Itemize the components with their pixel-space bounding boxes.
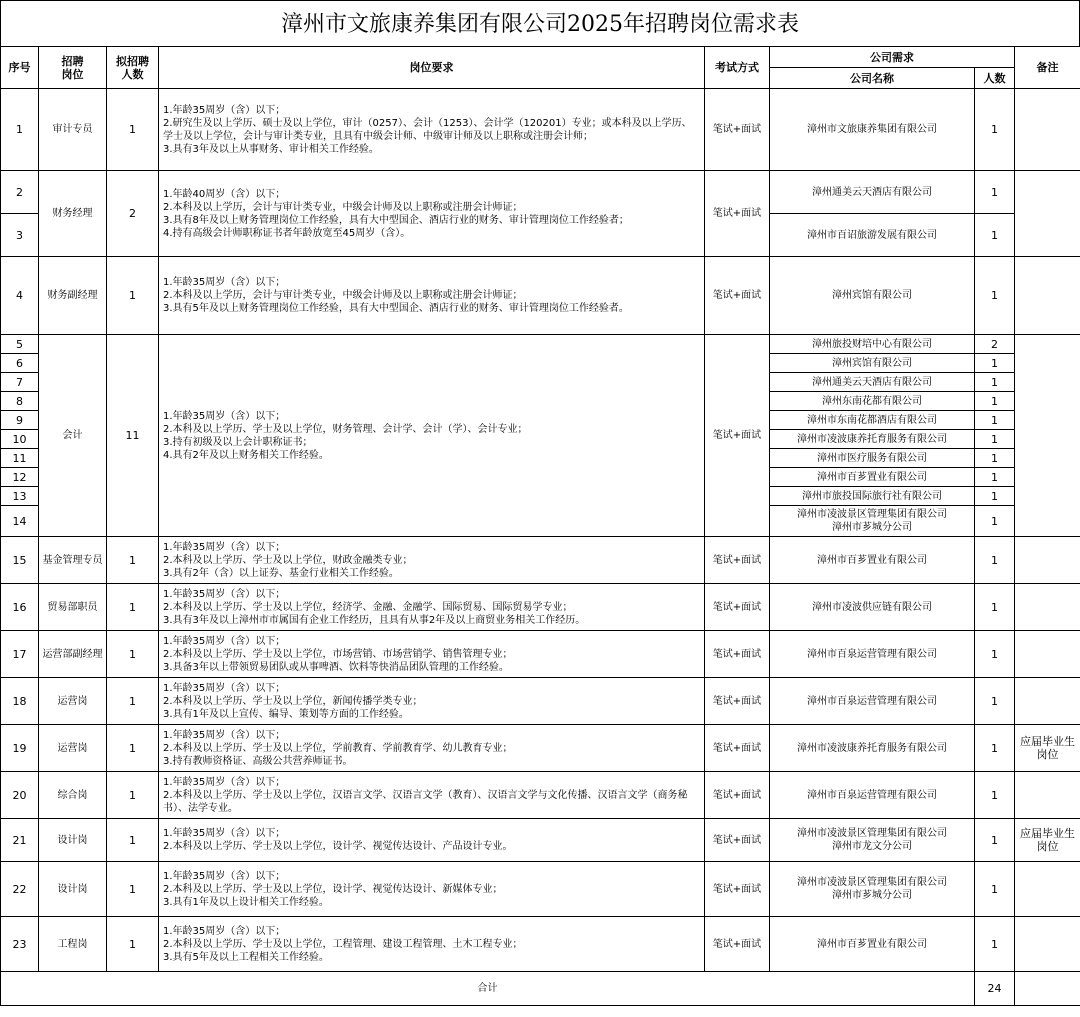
position-cell: 财务经理	[39, 171, 107, 257]
position-cell: 财务副经理	[39, 257, 107, 335]
headcount-cell: 1	[975, 537, 1015, 584]
seq-cell: 19	[1, 725, 39, 772]
headcount-cell: 1	[975, 819, 1015, 862]
headcount-cell: 1	[975, 468, 1015, 487]
requirements-cell: 1.年龄35周岁（含）以下； 2.本科及以上学历、学士及以上学位，市场营销、市场营销学、销售管理专业； 3.具备3年以上带领贸易团队或从事啤酒、饮料等快消品团队管理的工作经验。	[159, 631, 705, 678]
seq-cell: 22	[1, 862, 39, 917]
seq-cell: 9	[1, 411, 39, 430]
headcount-cell: 1	[975, 171, 1015, 214]
headcount-cell: 1	[975, 631, 1015, 678]
seq-cell: 13	[1, 487, 39, 506]
remark-cell	[1015, 917, 1080, 972]
seq-cell: 4	[1, 257, 39, 335]
header-company-name: 公司名称	[770, 68, 975, 89]
headcount-cell: 2	[975, 335, 1015, 354]
headcount-cell: 1	[975, 257, 1015, 335]
requirements-cell: 1.年龄35周岁（含）以下； 2.本科及以上学历、学士及以上学位，汉语言文学、汉语言文学（教育）、汉语言文学与文化传播、汉语言文学（商务秘书）、法学专业。	[159, 772, 705, 819]
exam-cell: 笔试+面试	[705, 725, 770, 772]
exam-cell: 笔试+面试	[705, 772, 770, 819]
header-remark: 备注	[1015, 47, 1080, 89]
exam-cell: 笔试+面试	[705, 631, 770, 678]
headcount-cell: 1	[975, 430, 1015, 449]
count-cell: 1	[107, 89, 159, 171]
seq-cell: 2	[1, 171, 39, 214]
company-cell: 漳州市东南花都酒店有限公司	[770, 411, 975, 430]
exam-cell: 笔试+面试	[705, 335, 770, 537]
table-row	[1, 537, 1080, 584]
table-row	[1, 335, 1080, 354]
count-cell: 11	[107, 335, 159, 537]
company-cell: 漳州宾馆有限公司	[770, 257, 975, 335]
company-cell: 漳州市旅投国际旅行社有限公司	[770, 487, 975, 506]
requirements-cell: 1.年龄35周岁（含）以下； 2.本科及以上学历、学士及以上学位，新闻传播学类专业； 3.具有1年及以上宣传、编导、策划等方面的工作经验。	[159, 678, 705, 725]
headcount-cell: 1	[975, 862, 1015, 917]
requirements-cell: 1.年龄35周岁（含）以下； 2.本科及以上学历、学士及以上学位，工程管理、建设工程管理、土木工程专业； 3.具有5年及以上工程相关工作经验。	[159, 917, 705, 972]
header-exam: 考试方式	[705, 47, 770, 89]
header-seq: 序号	[1, 47, 39, 89]
seq-cell: 11	[1, 449, 39, 468]
seq-cell: 20	[1, 772, 39, 819]
company-cell: 漳州市百泉运营管理有限公司	[770, 772, 975, 819]
company-cell: 漳州市百泉运营管理有限公司	[770, 678, 975, 725]
table-row	[1, 257, 1080, 335]
table-row	[1, 819, 1080, 862]
remark-cell	[1015, 89, 1080, 171]
table-row	[1, 862, 1080, 917]
total-remark	[1015, 972, 1080, 1006]
headcount-cell: 1	[975, 392, 1015, 411]
company-cell: 漳州市凌波供应链有限公司	[770, 584, 975, 631]
remark-cell	[1015, 537, 1080, 584]
headcount-cell: 1	[975, 411, 1015, 430]
seq-cell: 7	[1, 373, 39, 392]
requirements-cell: 1.年龄35周岁（含）以下； 2.本科及以上学历、学士及以上学位，设计学、视觉传达设计、产品设计专业。	[159, 819, 705, 862]
requirements-cell: 1.年龄35周岁（含）以下； 2.本科及以上学历、学士及以上学位，经济学、金融、金融学、国际贸易、国际贸易学专业； 3.具有3年及以上漳州市市属国有企业工作经历，且具有从事2年及以上商贸业务相关工作经历。	[159, 584, 705, 631]
count-cell: 1	[107, 725, 159, 772]
company-cell: 漳州市百诏旅游发展有限公司	[770, 214, 975, 257]
remark-cell	[1015, 772, 1080, 819]
header-count: 拟招聘 人数	[107, 47, 159, 89]
remark-cell	[1015, 171, 1080, 257]
seq-cell: 23	[1, 917, 39, 972]
company-cell: 漳州市凌波康养托育服务有限公司	[770, 430, 975, 449]
company-cell: 漳州宾馆有限公司	[770, 354, 975, 373]
exam-cell: 笔试+面试	[705, 89, 770, 171]
count-cell: 1	[107, 678, 159, 725]
count-cell: 1	[107, 257, 159, 335]
exam-cell: 笔试+面试	[705, 537, 770, 584]
company-cell: 漳州市凌波景区管理集团有限公司 漳州市芗城分公司	[770, 506, 975, 537]
seq-cell: 14	[1, 506, 39, 537]
position-cell: 运营岗	[39, 725, 107, 772]
count-cell: 1	[107, 537, 159, 584]
table-row	[1, 725, 1080, 772]
position-cell: 基金管理专员	[39, 537, 107, 584]
remark-cell: 应届毕业生岗位	[1015, 725, 1080, 772]
count-cell: 2	[107, 171, 159, 257]
headcount-cell: 1	[975, 487, 1015, 506]
position-cell: 会计	[39, 335, 107, 537]
position-cell: 审计专员	[39, 89, 107, 171]
company-cell: 漳州东南花都有限公司	[770, 392, 975, 411]
exam-cell: 笔试+面试	[705, 678, 770, 725]
seq-cell: 17	[1, 631, 39, 678]
company-cell: 漳州旅投财培中心有限公司	[770, 335, 975, 354]
headcount-cell: 1	[975, 449, 1015, 468]
table-row	[1, 678, 1080, 725]
header-company-demand: 公司需求	[770, 47, 1015, 68]
company-cell: 漳州市百泉运营管理有限公司	[770, 631, 975, 678]
remark-cell: 应届毕业生岗位	[1015, 819, 1080, 862]
page-title: 漳州市文旅康养集团有限公司2025年招聘岗位需求表	[0, 0, 1080, 46]
table-row	[1, 917, 1080, 972]
table-row	[1, 584, 1080, 631]
company-cell: 漳州市百芗置业有限公司	[770, 917, 975, 972]
requirements-cell: 1.年龄35周岁（含）以下； 2.研究生及以上学历、硕士及以上学位，审计（0257）、会计（1253）、会计学（120201）专业；或本科及以上学历、学士及以上学位，会计与审计类专业，且具有中级会计师、中级审计师及以上职称或注册会计师； 3.具有3年及以上从事财务、审计相关工作经验。	[159, 89, 705, 171]
headcount-cell: 1	[975, 772, 1015, 819]
company-cell: 漳州市百芗置业有限公司	[770, 468, 975, 487]
requirements-cell: 1.年龄35周岁（含）以下； 2.本科及以上学历、学士及以上学位，财务管理、会计学、会计（学）、会计专业； 3.持有初级及以上会计职称证书； 4.具有2年及以上财务相关工作经验。	[159, 335, 705, 537]
company-cell: 漳州市凌波景区管理集团有限公司 漳州市芗城分公司	[770, 862, 975, 917]
seq-cell: 21	[1, 819, 39, 862]
exam-cell: 笔试+面试	[705, 862, 770, 917]
seq-cell: 10	[1, 430, 39, 449]
count-cell: 1	[107, 584, 159, 631]
company-cell: 漳州通美云天酒店有限公司	[770, 373, 975, 392]
count-cell: 1	[107, 917, 159, 972]
total-label: 合计	[1, 972, 975, 1006]
remark-cell	[1015, 862, 1080, 917]
header-headcount: 人数	[975, 68, 1015, 89]
remark-cell	[1015, 257, 1080, 335]
company-cell: 漳州市凌波景区管理集团有限公司 漳州市龙文分公司	[770, 819, 975, 862]
count-cell: 1	[107, 819, 159, 862]
company-cell: 漳州市医疗服务有限公司	[770, 449, 975, 468]
requirements-cell: 1.年龄35周岁（含）以下； 2.本科及以上学历、学士及以上学位，财政金融类专业； 3.具有2年（含）以上证券、基金行业相关工作经验。	[159, 537, 705, 584]
company-cell: 漳州通美云天酒店有限公司	[770, 171, 975, 214]
remark-cell	[1015, 335, 1080, 537]
seq-cell: 18	[1, 678, 39, 725]
company-cell: 漳州市文旅康养集团有限公司	[770, 89, 975, 171]
requirements-cell: 1.年龄35周岁（含）以下； 2.本科及以上学历、学士及以上学位，设计学、视觉传达设计、新媒体专业； 3.具有1年及以上设计相关工作经验。	[159, 862, 705, 917]
seq-cell: 8	[1, 392, 39, 411]
seq-cell: 6	[1, 354, 39, 373]
seq-cell: 3	[1, 214, 39, 257]
exam-cell: 笔试+面试	[705, 584, 770, 631]
position-cell: 设计岗	[39, 819, 107, 862]
recruitment-table	[0, 46, 1080, 1006]
position-cell: 贸易部职员	[39, 584, 107, 631]
position-cell: 运营岗	[39, 678, 107, 725]
table-row	[1, 631, 1080, 678]
count-cell: 1	[107, 631, 159, 678]
headcount-cell: 1	[975, 584, 1015, 631]
header-position: 招聘 岗位	[39, 47, 107, 89]
seq-cell: 15	[1, 537, 39, 584]
exam-cell: 笔试+面试	[705, 171, 770, 257]
seq-cell: 5	[1, 335, 39, 354]
headcount-cell: 1	[975, 506, 1015, 537]
table-row	[1, 89, 1080, 171]
position-cell: 综合岗	[39, 772, 107, 819]
headcount-cell: 1	[975, 89, 1015, 171]
headcount-cell: 1	[975, 678, 1015, 725]
seq-cell: 12	[1, 468, 39, 487]
requirements-cell: 1.年龄35周岁（含）以下； 2.本科及以上学历，会计与审计类专业，中级会计师及以上职称或注册会计师证； 3.具有5年及以上财务管理岗位工作经验，具有大中型国企、酒店行业的财务、审计管理岗位工作经验者。	[159, 257, 705, 335]
position-cell: 设计岗	[39, 862, 107, 917]
exam-cell: 笔试+面试	[705, 257, 770, 335]
total-value: 24	[975, 972, 1015, 1006]
company-cell: 漳州市凌波康养托育服务有限公司	[770, 725, 975, 772]
remark-cell	[1015, 584, 1080, 631]
remark-cell	[1015, 631, 1080, 678]
requirements-cell: 1.年龄35周岁（含）以下； 2.本科及以上学历、学士及以上学位，学前教育、学前教育学、幼儿教育专业； 3.持有教师资格证、高级公共营养师证书。	[159, 725, 705, 772]
table-row	[1, 171, 1080, 214]
exam-cell: 笔试+面试	[705, 819, 770, 862]
headcount-cell: 1	[975, 354, 1015, 373]
headcount-cell: 1	[975, 917, 1015, 972]
position-cell: 运营部副经理	[39, 631, 107, 678]
requirements-cell: 1.年龄40周岁（含）以下； 2.本科及以上学历，会计与审计类专业，中级会计师及以上职称或注册会计师证； 3.具有8年及以上财务管理岗位工作经验，具有大中型国企、酒店行业的财务、审计管理岗位工作经验者； 4.持有高级会计师职称证书者年龄放宽至45周岁（含）。	[159, 171, 705, 257]
company-cell: 漳州市百芗置业有限公司	[770, 537, 975, 584]
remark-cell	[1015, 678, 1080, 725]
headcount-cell: 1	[975, 725, 1015, 772]
headcount-cell: 1	[975, 214, 1015, 257]
headcount-cell: 1	[975, 373, 1015, 392]
position-cell: 工程岗	[39, 917, 107, 972]
exam-cell: 笔试+面试	[705, 917, 770, 972]
count-cell: 1	[107, 862, 159, 917]
count-cell: 1	[107, 772, 159, 819]
table-row	[1, 772, 1080, 819]
seq-cell: 1	[1, 89, 39, 171]
header-requirements: 岗位要求	[159, 47, 705, 89]
seq-cell: 16	[1, 584, 39, 631]
